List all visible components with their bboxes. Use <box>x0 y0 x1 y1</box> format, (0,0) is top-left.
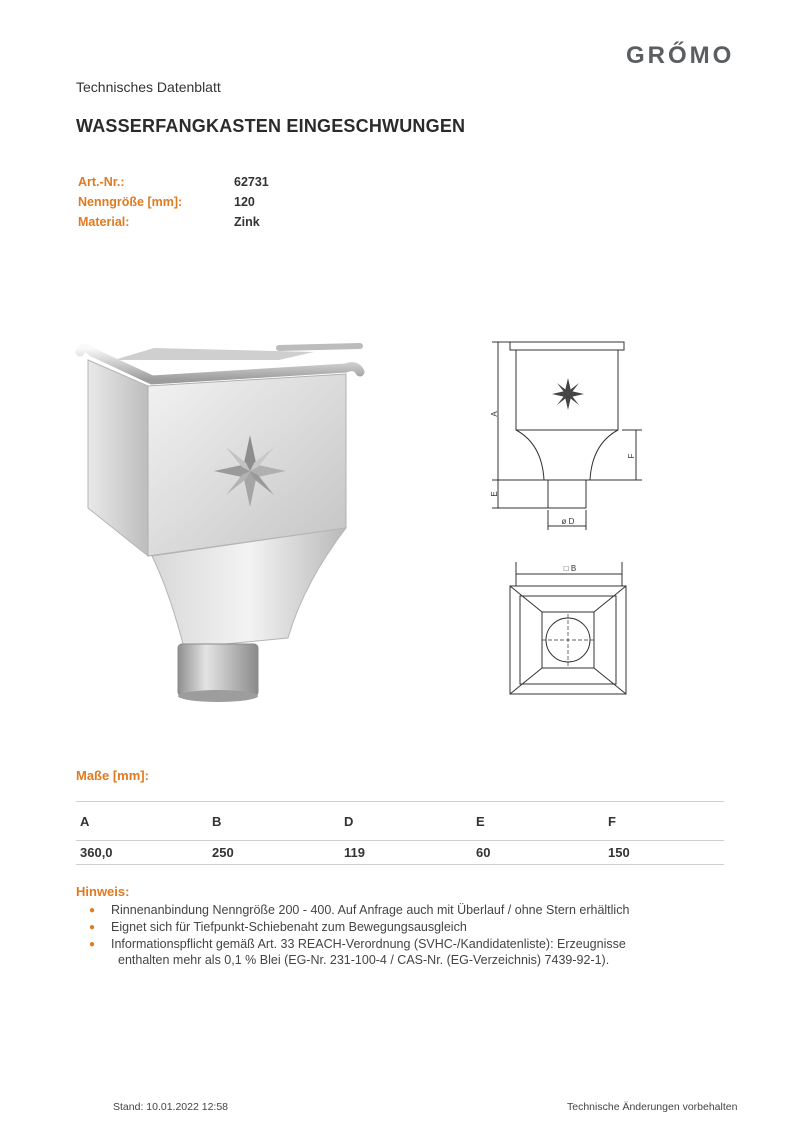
product-title: WASSERFANGKASTEN EINGESCHWUNGEN <box>76 116 466 136</box>
dimensions-heading: Maße [mm]: <box>76 768 149 783</box>
spec-value: Zink <box>234 215 260 229</box>
column-header: E <box>472 802 604 841</box>
notes-heading: Hinweis: <box>76 884 130 899</box>
spec-row-size <box>78 195 255 209</box>
table-cell: 250 <box>208 841 340 865</box>
dimensions-table <box>76 801 724 865</box>
list-item: ● Rinnenanbindung Nenngröße 200 - 400. Auf Anfrage auch mit Überlauf / ohne Stern erhältlich <box>76 902 716 919</box>
column-header: B <box>208 802 340 841</box>
table-cell: 360,0 <box>76 841 208 865</box>
list-item: ● Informationspflicht gemäß Art. 33 REACH-Verordnung (SVHC-/Kandidatenliste): Erzeugnisse <box>76 936 716 953</box>
brand-logo: GRŐMO <box>626 42 735 69</box>
table-cell: 119 <box>340 841 472 865</box>
notes-list <box>76 902 716 967</box>
technical-drawing <box>486 334 658 706</box>
spec-label: Art.-Nr.: <box>78 175 125 189</box>
column-header: D <box>340 802 472 841</box>
dim-label-a: A <box>490 411 499 417</box>
dim-label-d: ø D <box>561 517 575 526</box>
dim-label-e: E <box>490 491 499 497</box>
list-item: ● Eignet sich für Tiefpunkt-Schiebenaht zum Bewegungsausgleich <box>76 919 716 936</box>
table-cell: 150 <box>604 841 724 865</box>
table-cell: 60 <box>472 841 604 865</box>
product-photo <box>74 338 374 710</box>
table-header-row <box>76 802 724 841</box>
column-header: A <box>76 802 208 841</box>
column-header: F <box>604 802 724 841</box>
list-item-continuation: enthalten mehr als 0,1 % Blei (EG-Nr. 231-100-4 / CAS-Nr. (EG-Verzeichnis) 7439-92-1). <box>118 953 610 967</box>
table-row <box>76 841 724 865</box>
dim-label-f: F <box>627 453 636 459</box>
spec-value: 120 <box>234 195 255 209</box>
footer-date: Stand: 10.01.2022 12:58 <box>113 1101 229 1113</box>
footer-disclaimer: Technische Änderungen vorbehalten <box>567 1101 738 1113</box>
dim-label-b: □ B <box>563 564 577 573</box>
spec-label: Material: <box>78 215 130 229</box>
spec-label: Nenngröße [mm]: <box>78 195 183 209</box>
spec-row-article <box>78 175 269 189</box>
document-type: Technisches Datenblatt <box>76 79 221 95</box>
spec-row-material <box>78 215 260 229</box>
spec-value: 62731 <box>234 175 269 189</box>
